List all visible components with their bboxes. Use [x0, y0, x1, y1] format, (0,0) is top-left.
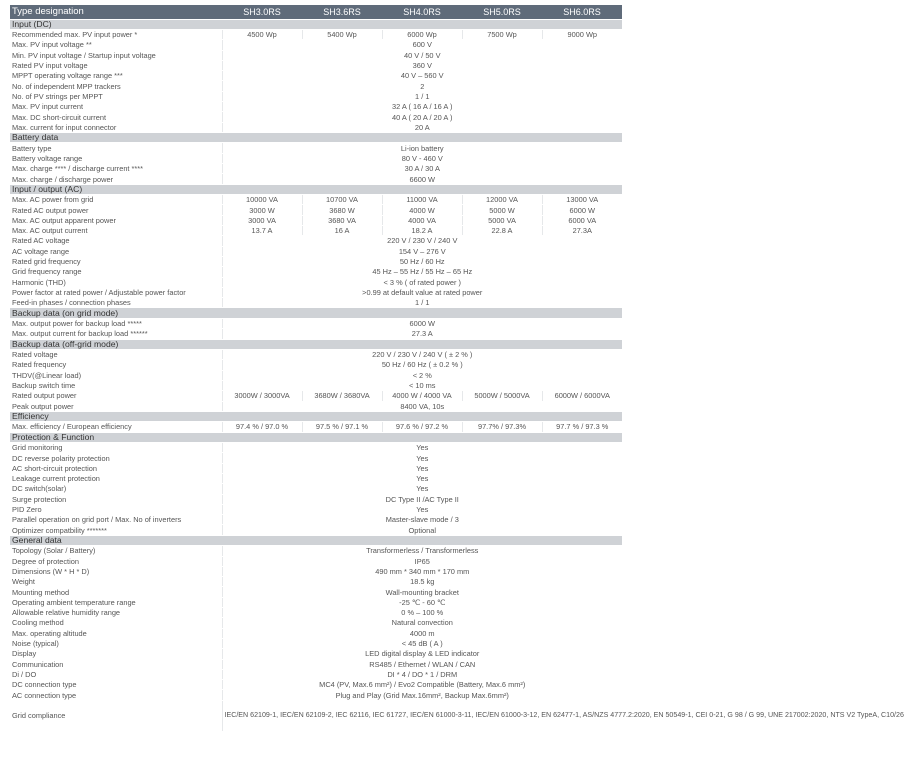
spec-label: Display	[10, 649, 222, 659]
spec-label: Max. charge **** / discharge current ****	[10, 164, 222, 174]
spec-value: Yes	[222, 504, 622, 514]
spec-label: AC connection type	[10, 690, 222, 700]
spec-value: 490 mm * 340 mm * 170 mm	[222, 566, 622, 576]
spec-row	[10, 597, 622, 607]
section-title: General data	[10, 535, 622, 546]
spec-value: 220 V / 230 V / 240 V ( ± 2 % )	[222, 350, 622, 360]
spec-value: 1 / 1	[222, 91, 622, 101]
spec-row	[10, 525, 622, 535]
spec-value: 220 V / 230 V / 240 V	[222, 236, 622, 246]
spec-row	[10, 50, 622, 60]
spec-label: Cooling method	[10, 618, 222, 628]
spec-label: Peak output power	[10, 401, 222, 411]
spec-value: Natural convection	[222, 618, 622, 628]
spec-label: Rated AC output power	[10, 205, 222, 215]
spec-table	[10, 5, 904, 732]
spec-label: Surge protection	[10, 494, 222, 504]
spec-row	[10, 401, 622, 411]
section-header	[10, 535, 622, 546]
header-row	[10, 5, 622, 19]
spec-row	[10, 277, 622, 287]
spec-value: LED digital display & LED indicator	[222, 649, 622, 659]
spec-label: Weight	[10, 577, 222, 587]
spec-value: 27.3 A	[222, 329, 622, 339]
spec-row	[10, 236, 622, 246]
section-header	[10, 339, 622, 350]
model-header: SH5.0RS	[462, 5, 542, 19]
spec-value: 16 A	[302, 226, 382, 236]
spec-row	[10, 215, 622, 225]
spec-label: Parallel operation on grid port / Max. No of inverters	[10, 515, 222, 525]
section-header	[10, 132, 622, 143]
spec-value: < 3 % ( of rated power )	[222, 277, 622, 287]
spec-value: 5000 W	[462, 205, 542, 215]
spec-label: Di / DO	[10, 669, 222, 679]
spec-row	[10, 122, 622, 132]
spec-value: 13000 VA	[542, 195, 622, 205]
model-header: SH3.0RS	[222, 5, 302, 19]
spec-row	[10, 360, 622, 370]
spec-value: 2	[222, 81, 622, 91]
spec-label: Topology (Solar / Battery)	[10, 546, 222, 556]
spec-value: Yes	[222, 443, 622, 453]
spec-row	[10, 638, 622, 648]
spec-value: 600 V	[222, 40, 622, 50]
spec-label: Battery type	[10, 143, 222, 153]
spec-value: 12000 VA	[462, 195, 542, 205]
spec-value: >0.99 at default value at rated power	[222, 287, 622, 297]
spec-value: 97.4 % / 97.0 %	[222, 422, 302, 432]
spec-row	[10, 153, 622, 163]
spec-value: Wall-mounting bracket	[222, 587, 622, 597]
spec-row	[10, 298, 622, 308]
spec-value: 4000 VA	[382, 215, 462, 225]
spec-value: Li-ion battery	[222, 143, 622, 153]
spec-value: 1 / 1	[222, 298, 622, 308]
spec-label: AC voltage range	[10, 246, 222, 256]
section-title: Protection & Function	[10, 432, 622, 443]
model-header: SH4.0RS	[382, 5, 462, 19]
spec-value: 4000 m	[222, 628, 622, 638]
section-header	[10, 184, 622, 195]
spec-row	[10, 680, 622, 690]
spec-value: 20 A	[222, 122, 622, 132]
section-header	[10, 19, 622, 30]
spec-label: Power factor at rated power / Adjustable power factor	[10, 287, 222, 297]
spec-value: Yes	[222, 484, 622, 494]
model-header: SH6.0RS	[542, 5, 622, 19]
spec-row	[10, 515, 622, 525]
spec-value: 3000 VA	[222, 215, 302, 225]
spec-row	[10, 174, 622, 184]
spec-row	[10, 226, 622, 236]
spec-value: 3680 W	[302, 205, 382, 215]
spec-value: Yes	[222, 473, 622, 483]
spec-value: 360 V	[222, 60, 622, 70]
spec-label: Grid monitoring	[10, 443, 222, 453]
spec-value: 5000 VA	[462, 215, 542, 225]
spec-value: 3680 VA	[302, 215, 382, 225]
spec-label: DC connection type	[10, 680, 222, 690]
section-title: Input (DC)	[10, 19, 622, 30]
spec-row	[10, 30, 622, 40]
spec-row	[10, 60, 622, 70]
spec-label: Recommended max. PV input power *	[10, 30, 222, 40]
section-title: Battery data	[10, 132, 622, 143]
spec-row	[10, 669, 622, 679]
spec-row	[10, 494, 622, 504]
spec-row	[10, 504, 622, 514]
spec-row	[10, 102, 622, 112]
spec-row	[10, 556, 622, 566]
spec-value: 40 A ( 20 A / 20 A )	[222, 112, 622, 122]
spec-value: 4500 Wp	[222, 30, 302, 40]
spec-row	[10, 587, 622, 597]
spec-row	[10, 566, 622, 576]
spec-value: 50 Hz / 60 Hz	[222, 256, 622, 266]
section-header	[10, 308, 622, 319]
spec-value: 22.8 A	[462, 226, 542, 236]
spec-label: Max. current for input connector	[10, 122, 222, 132]
spec-value: < 45 dB ( A )	[222, 638, 622, 648]
spec-value: 18.5 kg	[222, 577, 622, 587]
spec-value: IP65	[222, 556, 622, 566]
spec-value: 3000 W	[222, 205, 302, 215]
spec-row	[10, 649, 622, 659]
spec-label: Dimensions (W * H * D)	[10, 566, 222, 576]
spec-label: Max. efficiency / European efficiency	[10, 422, 222, 432]
spec-value: 9000 Wp	[542, 30, 622, 40]
spec-row	[10, 546, 622, 556]
spec-label: Feed-in phases / connection phases	[10, 298, 222, 308]
model-header: SH3.6RS	[302, 5, 382, 19]
spec-label: Operating ambient temperature range	[10, 597, 222, 607]
spec-row	[10, 143, 622, 153]
spec-row	[10, 618, 622, 628]
spec-label: Optimizer compatbility *******	[10, 525, 222, 535]
spec-label: Noise (typical)	[10, 638, 222, 648]
spec-value: 10000 VA	[222, 195, 302, 205]
spec-value: 5000W / 5000VA	[462, 391, 542, 401]
section-title: Input / output (AC)	[10, 184, 622, 195]
spec-value: 10700 VA	[302, 195, 382, 205]
spec-label: Rated AC voltage	[10, 236, 222, 246]
spec-row	[10, 577, 622, 587]
spec-label: No. of PV strings per MPPT	[10, 91, 222, 101]
spec-label: Communication	[10, 659, 222, 669]
spec-row	[10, 453, 622, 463]
spec-value: 97.6 % / 97.2 %	[382, 422, 462, 432]
spec-row	[10, 700, 622, 731]
spec-row	[10, 628, 622, 638]
spec-value: 6000W / 6000VA	[542, 391, 622, 401]
spec-value: Plug and Play (Grid Max.16mm², Backup Max.6mm²)	[222, 690, 622, 700]
spec-value: 50 Hz / 60 Hz ( ± 0.2 % )	[222, 360, 622, 370]
spec-value: 40 V / 50 V	[222, 50, 622, 60]
spec-label: Max. AC output apparent power	[10, 215, 222, 225]
section-title: Backup data (off-grid mode)	[10, 339, 622, 350]
section-header	[10, 411, 622, 422]
spec-value: 32 A ( 16 A / 16 A )	[222, 102, 622, 112]
spec-row	[10, 112, 622, 122]
spec-row	[10, 71, 622, 81]
spec-label: Rated grid frequency	[10, 256, 222, 266]
spec-body	[10, 18, 904, 731]
spec-row	[10, 91, 622, 101]
spec-row	[10, 246, 622, 256]
spec-label: Leakage current protection	[10, 473, 222, 483]
spec-value: 0 % – 100 %	[222, 608, 622, 618]
spec-row	[10, 256, 622, 266]
spec-label: Max. AC output current	[10, 226, 222, 236]
spec-label: Max. operating altitude	[10, 628, 222, 638]
spec-value: MC4 (PV, Max.6 mm²) / Evo2 Compatible (Battery, Max.6 mm²)	[222, 680, 622, 690]
spec-row	[10, 81, 622, 91]
spec-value: 6600 W	[222, 174, 622, 184]
spec-label: Degree of protection	[10, 556, 222, 566]
spec-label: Min. PV input voltage / Startup input voltage	[10, 50, 222, 60]
spec-value: 3000W / 3000VA	[222, 391, 302, 401]
spec-row	[10, 164, 622, 174]
spec-label: Allowable relative humidity range	[10, 608, 222, 618]
spec-label: Max. DC short-circuit current	[10, 112, 222, 122]
spec-label: Rated frequency	[10, 360, 222, 370]
spec-value: IEC/EN 62109-1, IEC/EN 62109-2, IEC 62116, IEC 61727, IEC/EN 61000-3-11, IEC/EN 61000-3-12, EN 62477-1, AS/NZS 4777.2:2020, EN 50549-1, CEI 0-21, G 98 / G 99, UNE 217002:2020, NTS V2 TypeA, C10/26	[222, 700, 622, 731]
spec-label: DC reverse polarity protection	[10, 453, 222, 463]
section-title: Backup data (on grid mode)	[10, 308, 622, 319]
spec-row	[10, 287, 622, 297]
spec-value: 6000 VA	[542, 215, 622, 225]
spec-value: 6000 W	[222, 318, 622, 328]
spec-label: Max. output power for backup load *****	[10, 318, 222, 328]
spec-label: Rated PV input voltage	[10, 60, 222, 70]
spec-label: THDV(@Linear load)	[10, 370, 222, 380]
spec-value: 4000 W	[382, 205, 462, 215]
spec-value: < 2 %	[222, 370, 622, 380]
spec-label: Max. charge / discharge power	[10, 174, 222, 184]
spec-value: 3680W / 3680VA	[302, 391, 382, 401]
spec-value: < 10 ms	[222, 380, 622, 390]
spec-value: Yes	[222, 453, 622, 463]
spec-row	[10, 195, 622, 205]
spec-label: Grid compliance	[10, 700, 222, 731]
spec-value: 30 A / 30 A	[222, 164, 622, 174]
spec-row	[10, 380, 622, 390]
spec-label: Harmonic (THD)	[10, 277, 222, 287]
spec-row	[10, 422, 622, 432]
spec-value: Transformerless / Transformerless	[222, 546, 622, 556]
spec-value: 6000 W	[542, 205, 622, 215]
spec-value: 97.7 % / 97.3 %	[542, 422, 622, 432]
spec-value: 7500 Wp	[462, 30, 542, 40]
spec-label: Max. PV input voltage **	[10, 40, 222, 50]
spec-value: 11000 VA	[382, 195, 462, 205]
spec-row	[10, 205, 622, 215]
spec-row	[10, 391, 622, 401]
spec-value: 5400 Wp	[302, 30, 382, 40]
spec-value: 97.5 % / 97.1 %	[302, 422, 382, 432]
spec-label: PID Zero	[10, 504, 222, 514]
spec-value: 18.2 A	[382, 226, 462, 236]
spec-value: 4000 W / 4000 VA	[382, 391, 462, 401]
spec-label: MPPT operating voltage range ***	[10, 71, 222, 81]
spec-value: Optional	[222, 525, 622, 535]
spec-value: Yes	[222, 463, 622, 473]
spec-row	[10, 463, 622, 473]
section-title: Efficiency	[10, 411, 622, 422]
spec-row	[10, 350, 622, 360]
spec-label: Backup switch time	[10, 380, 222, 390]
spec-label: Mounting method	[10, 587, 222, 597]
spec-value: 80 V - 460 V	[222, 153, 622, 163]
spec-row	[10, 329, 622, 339]
spec-value: RS485 / Ethernet / WLAN / CAN	[222, 659, 622, 669]
spec-value: -25 ℃ - 60 ℃	[222, 597, 622, 607]
spec-value: 97.7% / 97.3%	[462, 422, 542, 432]
spec-value: 13.7 A	[222, 226, 302, 236]
spec-value: Master-slave mode / 3	[222, 515, 622, 525]
spec-label: Max. output current for backup load ******	[10, 329, 222, 339]
spec-value: 6000 Wp	[382, 30, 462, 40]
spec-row	[10, 267, 622, 277]
section-header	[10, 432, 622, 443]
spec-row	[10, 690, 622, 700]
spec-label: Max. AC power from grid	[10, 195, 222, 205]
spec-label: Max. PV input current	[10, 102, 222, 112]
spec-label: Battery voltage range	[10, 153, 222, 163]
spec-row	[10, 659, 622, 669]
spec-row	[10, 484, 622, 494]
spec-row	[10, 473, 622, 483]
spec-row	[10, 40, 622, 50]
spec-label: Grid frequency range	[10, 267, 222, 277]
spec-row	[10, 318, 622, 328]
spec-value: 154 V – 276 V	[222, 246, 622, 256]
spec-label: Rated output power	[10, 391, 222, 401]
spec-value: DI * 4 / DO * 1 / DRM	[222, 669, 622, 679]
spec-row	[10, 370, 622, 380]
spec-value: 45 Hz – 55 Hz / 55 Hz – 65 Hz	[222, 267, 622, 277]
spec-value: 8400 VA, 10s	[222, 401, 622, 411]
spec-label: DC switch(solar)	[10, 484, 222, 494]
spec-label: No. of independent MPP trackers	[10, 81, 222, 91]
spec-row	[10, 443, 622, 453]
type-designation-label: Type designation	[10, 5, 222, 19]
spec-value: 40 V – 560 V	[222, 71, 622, 81]
spec-label: AC short-circuit protection	[10, 463, 222, 473]
spec-label: Rated voltage	[10, 350, 222, 360]
spec-row	[10, 608, 622, 618]
spec-value: 27.3A	[542, 226, 622, 236]
spec-value: DC Type II /AC Type II	[222, 494, 622, 504]
